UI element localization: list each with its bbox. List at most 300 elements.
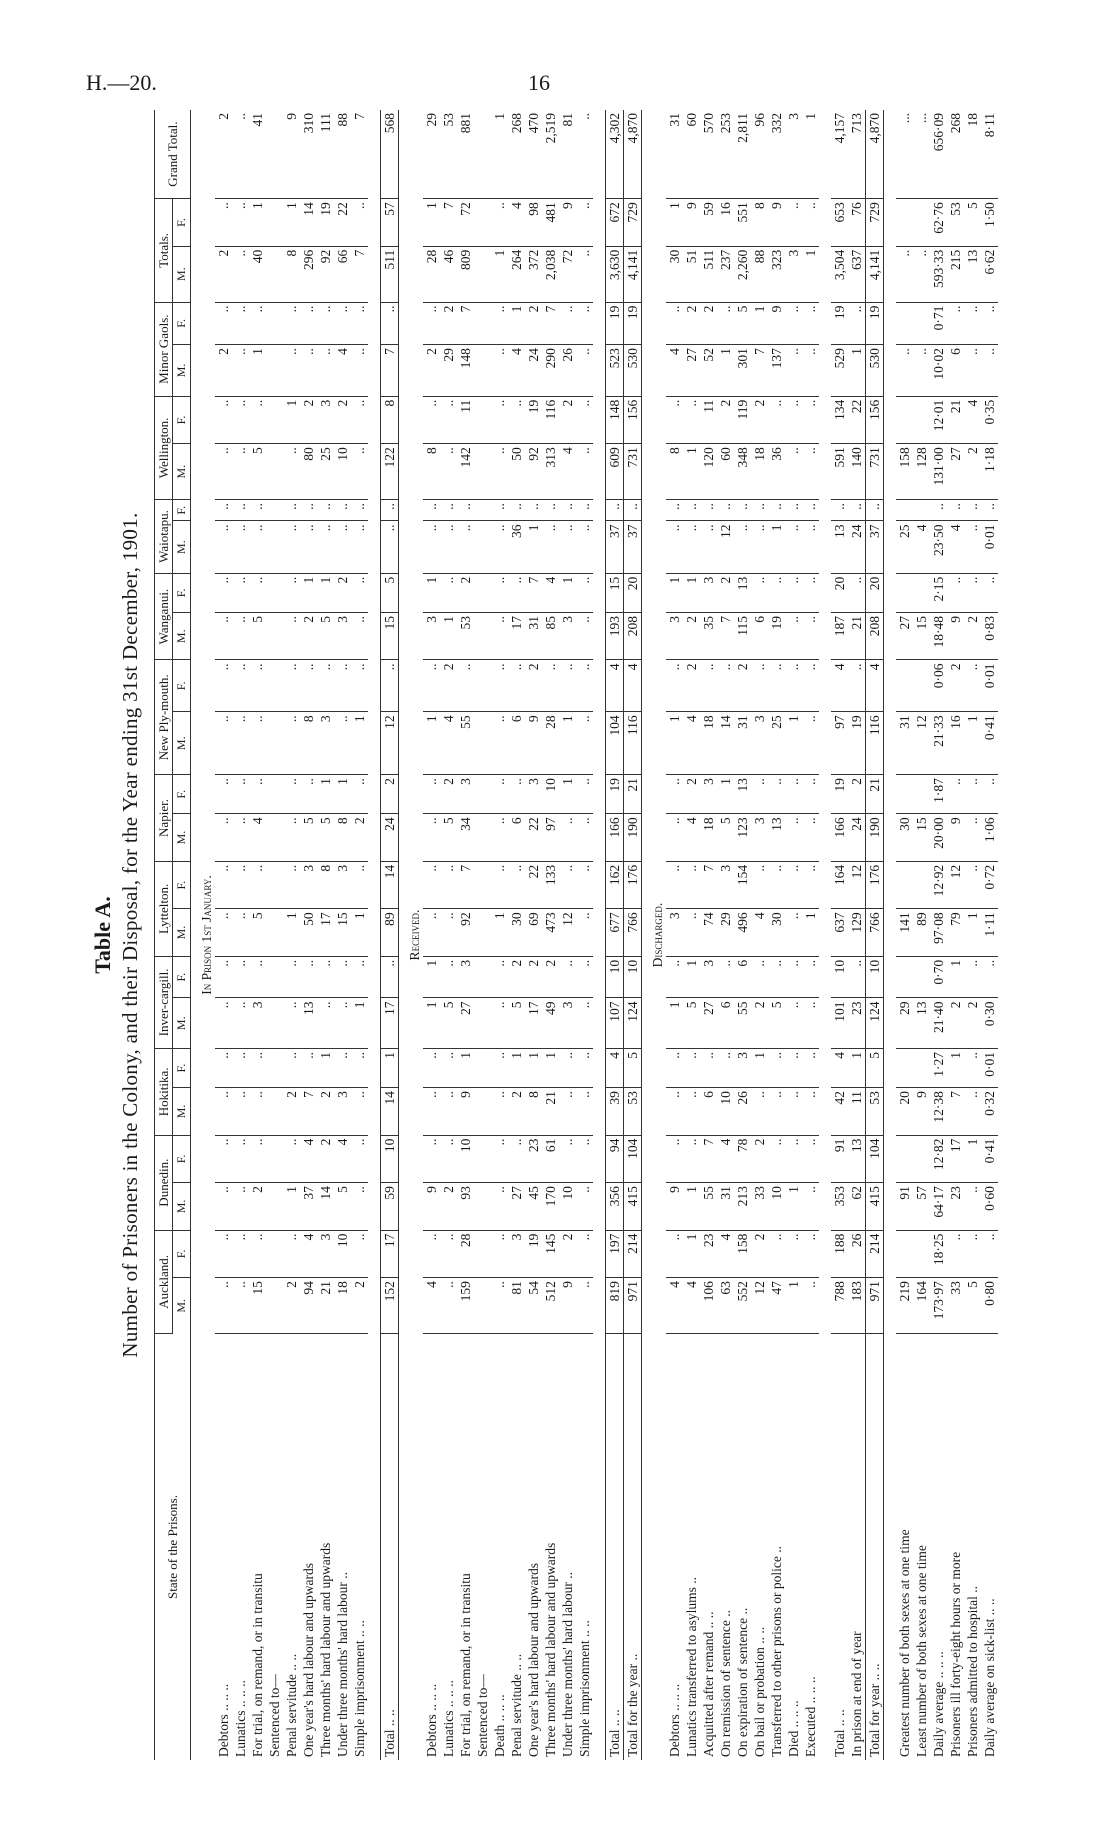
table-cell: .. — [930, 500, 947, 521]
table-cell: .. — [215, 660, 232, 712]
table-cell: 79 — [947, 909, 964, 957]
table-cell: .. — [249, 775, 266, 814]
table-cell: 27 — [508, 1183, 525, 1231]
table-cell: 9 — [666, 1183, 683, 1231]
table-cell: .. — [576, 110, 593, 199]
end-of-year-row — [848, 110, 866, 1760]
table-cell: 92 — [457, 909, 474, 957]
table-cell: 3 — [559, 612, 576, 660]
table-cell: 12·38 — [930, 1088, 947, 1136]
row-label: Under three months' hard labour .. — [560, 1571, 575, 1757]
table-cell — [266, 1230, 283, 1278]
table-cell: 4 — [666, 345, 683, 397]
table-cell: .. — [576, 775, 593, 814]
table-cell: 60 — [717, 444, 734, 500]
table-cell: 2 — [947, 998, 964, 1049]
table-cell: 2 — [508, 956, 525, 998]
table-cell: 1 — [785, 712, 802, 775]
table-cell: 4 — [508, 199, 525, 247]
table-cell: 2 — [440, 660, 457, 712]
row-label: Total for year .. .. — [866, 1334, 884, 1761]
table-cell: .. — [317, 998, 334, 1049]
table-cell: 4 — [300, 1230, 317, 1278]
table-cell: 766 — [624, 909, 642, 957]
column-header: New Ply-mouth. — [155, 660, 173, 775]
table-cell: 301 — [734, 345, 751, 397]
table-cell: 27 — [457, 998, 474, 1049]
table-cell: .. — [215, 521, 232, 573]
table-cell: 6·62 — [981, 246, 998, 302]
table-cell: .. — [576, 521, 593, 573]
section-heading: Received. — [407, 909, 422, 961]
table-cell: 176 — [624, 861, 642, 909]
table-cell: .. — [423, 909, 440, 957]
table-cell: 124 — [866, 998, 884, 1049]
table-cell: 731 — [866, 444, 884, 500]
table-cell: .. — [232, 612, 249, 660]
table-cell: .. — [283, 660, 300, 712]
table-cell: 4 — [751, 909, 768, 957]
table-cell — [474, 660, 491, 712]
table-cell: 2 — [283, 1088, 300, 1136]
table-cell: .. — [576, 573, 593, 612]
table-cell: .. — [700, 1049, 717, 1088]
table-cell — [913, 775, 930, 814]
table-cell: 39 — [606, 1088, 624, 1136]
table-cell: 28 — [423, 246, 440, 302]
table-cell: .. — [981, 500, 998, 521]
table-cell: 2,811 — [734, 110, 751, 199]
table-cell: 21 — [947, 396, 964, 444]
table-cell: .. — [215, 956, 232, 998]
table-cell: 2 — [215, 110, 232, 199]
table-cell: 4 — [542, 573, 559, 612]
row-label: Debtors .. .. .. — [216, 1683, 231, 1757]
row-label: Penal servitude .. .. — [509, 1653, 524, 1757]
table-cell: 1 — [683, 573, 700, 612]
table-cell: .. — [913, 345, 930, 397]
table-cell: .. — [576, 660, 593, 712]
table-cell: 2 — [525, 660, 542, 712]
table-cell: 59 — [381, 1183, 399, 1231]
table-cell — [913, 861, 930, 909]
spacer-cell — [819, 110, 831, 1760]
table-cell: 9 — [768, 199, 785, 247]
table-cell: .. — [964, 1088, 981, 1136]
table-cell: .. — [717, 500, 734, 521]
table-cell: 356 — [606, 1183, 624, 1231]
table-cell: .. — [947, 775, 964, 814]
table-cell: .. — [559, 500, 576, 521]
table-cell: .. — [249, 956, 266, 998]
table-cell: .. — [351, 1049, 368, 1088]
table-cell: 3 — [700, 775, 717, 814]
table-cell — [266, 1278, 283, 1334]
table-cell: 148 — [457, 345, 474, 397]
table-cell: 17 — [381, 998, 399, 1049]
table-cell: .. — [232, 110, 249, 199]
table-cell: 0·30 — [981, 998, 998, 1049]
table-cell: .. — [232, 199, 249, 247]
table-cell: .. — [508, 660, 525, 712]
table-cell: 512 — [542, 1278, 559, 1334]
table-row — [717, 110, 734, 1760]
table-cell: 1 — [768, 521, 785, 573]
table-cell: .. — [232, 1278, 249, 1334]
table-cell: .. — [351, 396, 368, 444]
table-cell: 4,302 — [606, 110, 624, 199]
table-cell: 3 — [785, 110, 802, 199]
table-cell: 2 — [317, 1088, 334, 1136]
table-cell: .. — [215, 1278, 232, 1334]
table-cell: ... — [896, 110, 913, 199]
table-cell: 97·08 — [930, 909, 947, 957]
table-cell: 3,630 — [606, 246, 624, 302]
table-cell: .. — [700, 500, 717, 521]
male-header: M. — [173, 814, 191, 862]
table-cell: .. — [508, 775, 525, 814]
table-cell: 12 — [381, 712, 399, 775]
table-cell: 1 — [423, 573, 440, 612]
row-label-header: State of the Prisons. — [155, 1334, 191, 1761]
table-cell: .. — [848, 660, 866, 712]
table-cell: .. — [717, 956, 734, 998]
table-cell: .. — [215, 573, 232, 612]
table-cell: 4,870 — [866, 110, 884, 199]
table-cell: .. — [423, 500, 440, 521]
table-cell: .. — [317, 660, 334, 712]
table-cell: .. — [751, 660, 768, 712]
table-cell: 5 — [381, 573, 399, 612]
table-cell: 5 — [624, 1049, 642, 1088]
table-cell: 3 — [785, 246, 802, 302]
table-cell: 2 — [300, 396, 317, 444]
table-cell: 9 — [559, 1278, 576, 1334]
table-cell: 13 — [848, 1135, 866, 1183]
table-cell: .. — [283, 712, 300, 775]
table-cell: 24 — [525, 345, 542, 397]
table-cell: 4 — [508, 345, 525, 397]
table-cell: 353 — [831, 1183, 848, 1231]
table-cell: 119 — [734, 396, 751, 444]
spacer-row — [819, 110, 831, 1760]
table-cell: 76 — [848, 199, 866, 247]
column-header: Wanganui. — [155, 573, 173, 660]
table-cell: 1·06 — [981, 814, 998, 862]
table-cell: 4 — [334, 1135, 351, 1183]
female-header: F. — [173, 573, 191, 612]
table-cell: .. — [802, 660, 819, 712]
table-cell — [474, 1183, 491, 1231]
table-cell — [474, 1278, 491, 1334]
table-cell — [474, 956, 491, 998]
table-cell: 66 — [334, 246, 351, 302]
table-cell: 104 — [866, 1135, 884, 1183]
table-cell: 9 — [457, 1088, 474, 1136]
table-cell: 142 — [457, 444, 474, 500]
total-for-year-row — [866, 110, 884, 1760]
table-cell — [474, 1049, 491, 1088]
table-cell: .. — [334, 660, 351, 712]
table-cell: 12 — [848, 861, 866, 909]
table-cell: 21 — [542, 1088, 559, 1136]
table-cell: 116 — [866, 712, 884, 775]
table-cell: 27 — [700, 998, 717, 1049]
table-cell: .. — [542, 660, 559, 712]
table-cell: 47 — [768, 1278, 785, 1334]
table-cell — [913, 956, 930, 998]
table-cell: 511 — [381, 246, 399, 302]
table-cell — [913, 302, 930, 345]
row-label: Total .. .. — [832, 1709, 847, 1757]
table-cell: 1 — [666, 573, 683, 612]
table-cell: 1 — [666, 998, 683, 1049]
table-cell: 214 — [624, 1230, 642, 1278]
row-label: Died .. .. .. — [786, 1700, 801, 1757]
section-heading-row — [399, 110, 424, 1760]
table-cell: .. — [751, 500, 768, 521]
table-cell: .. — [423, 1230, 440, 1278]
table-cell: 3 — [508, 1230, 525, 1278]
table-cell: 14 — [381, 861, 399, 909]
table-cell: .. — [848, 956, 866, 998]
table-cell — [266, 521, 283, 573]
table-cell: 8 — [666, 444, 683, 500]
table-cell: 3 — [751, 814, 768, 862]
table-row — [440, 110, 457, 1760]
table-cell: 36 — [508, 521, 525, 573]
table-cell: 14 — [381, 1088, 399, 1136]
table-cell: .. — [785, 500, 802, 521]
table-cell: 4 — [717, 1135, 734, 1183]
table-cell: 12·92 — [930, 861, 947, 909]
table-cell: .. — [768, 956, 785, 998]
table-cell: .. — [964, 1049, 981, 1088]
table-row — [334, 110, 351, 1760]
table-cell: 2 — [700, 302, 717, 345]
table-cell: 166 — [606, 814, 624, 862]
table-cell — [474, 246, 491, 302]
table-cell: 568 — [381, 110, 399, 199]
table-cell: .. — [576, 1088, 593, 1136]
table-cell: 8 — [317, 861, 334, 909]
table-cell: 72 — [559, 246, 576, 302]
row-label: On remission of sentence .. — [718, 1610, 733, 1757]
table-cell: 4 — [683, 712, 700, 775]
table-cell: 133 — [542, 861, 559, 909]
table-cell: 1 — [423, 956, 440, 998]
table-cell: 2 — [351, 1278, 368, 1334]
table-cell: .. — [334, 521, 351, 573]
table-cell: .. — [576, 1230, 593, 1278]
table-cell — [266, 396, 283, 444]
male-header: M. — [173, 998, 191, 1049]
table-cell: .. — [300, 775, 317, 814]
table-cell: .. — [683, 1088, 700, 1136]
table-cell: .. — [559, 660, 576, 712]
table-cell: .. — [508, 396, 525, 444]
row-label: Greatest number of both sexes at one time — [897, 1529, 912, 1757]
table-cell: 637 — [848, 246, 866, 302]
table-cell: 54 — [525, 1278, 542, 1334]
table-cell: 0·60 — [981, 1183, 998, 1231]
male-header: M. — [173, 909, 191, 957]
table-cell: 12 — [947, 861, 964, 909]
table-cell: 30 — [896, 814, 913, 862]
table-cell — [474, 861, 491, 909]
table-cell: 5 — [249, 444, 266, 500]
table-cell: .. — [232, 814, 249, 862]
table-cell: .. — [215, 1183, 232, 1231]
table-cell: .. — [283, 861, 300, 909]
row-label: For trial, on remand, or in transitu — [250, 1573, 265, 1757]
table-cell: .. — [576, 814, 593, 862]
table-cell: 9 — [913, 1088, 930, 1136]
table-row — [423, 110, 440, 1760]
table-cell: 530 — [624, 345, 642, 397]
table-cell: 9 — [423, 1183, 440, 1231]
column-header-row — [155, 110, 173, 1760]
table-cell — [266, 573, 283, 612]
table-cell: .. — [491, 345, 508, 397]
table-cell — [474, 712, 491, 775]
table-cell: .. — [491, 199, 508, 247]
table-cell: 22 — [848, 396, 866, 444]
column-header: Minor Gaols. — [155, 302, 173, 396]
table-cell: 5 — [866, 1049, 884, 1088]
table-cell: 4 — [913, 521, 930, 573]
table-cell: .. — [215, 500, 232, 521]
table-cell: .. — [381, 956, 399, 998]
table-cell: 166 — [831, 814, 848, 862]
table-cell: 310 — [300, 110, 317, 199]
table-cell: .. — [802, 573, 819, 612]
table-cell: .. — [700, 660, 717, 712]
table-cell: 33 — [751, 1183, 768, 1231]
table-cell — [913, 573, 930, 612]
table-cell: 5 — [440, 814, 457, 862]
table-cell: 3 — [334, 612, 351, 660]
table-cell: 788 — [831, 1278, 848, 1334]
table-cell: 4 — [440, 712, 457, 775]
table-cell: 766 — [866, 909, 884, 957]
table-cell: .. — [232, 861, 249, 909]
table-cell: 4 — [300, 1135, 317, 1183]
male-header: M. — [173, 1183, 191, 1231]
table-cell: 10 — [334, 444, 351, 500]
table-cell: .. — [576, 612, 593, 660]
table-cell: .. — [423, 302, 440, 345]
table-cell: 6 — [734, 956, 751, 998]
table-cell: 137 — [768, 345, 785, 397]
table-cell: 3 — [317, 712, 334, 775]
table-cell: 1 — [542, 1049, 559, 1088]
table-cell: .. — [249, 712, 266, 775]
table-cell: 190 — [866, 814, 884, 862]
table-cell: 2 — [751, 998, 768, 1049]
table-cell: 94 — [300, 1278, 317, 1334]
table-cell: 16 — [947, 712, 964, 775]
table-cell: .. — [317, 521, 334, 573]
table-row — [751, 110, 768, 1760]
column-header: Waiotapu. — [155, 500, 173, 574]
table-cell: .. — [283, 345, 300, 397]
table-cell: .. — [232, 775, 249, 814]
table-cell: 0·70 — [930, 956, 947, 998]
table-cell — [896, 1230, 913, 1278]
table-cell: .. — [283, 1049, 300, 1088]
table-cell: .. — [802, 612, 819, 660]
table-cell: 1 — [423, 712, 440, 775]
table-cell: 52 — [700, 345, 717, 397]
table-cell: 158 — [896, 444, 913, 500]
table-cell: 1 — [283, 909, 300, 957]
table-cell: 5 — [717, 814, 734, 862]
spacer-cell — [368, 110, 381, 1760]
table-cell: 1 — [785, 1183, 802, 1231]
table-cell: 88 — [334, 110, 351, 199]
table-cell: 128 — [913, 444, 930, 500]
table-cell: .. — [683, 521, 700, 573]
table-cell: 13 — [734, 573, 751, 612]
table-cell: 50 — [300, 909, 317, 957]
table-cell: .. — [576, 444, 593, 500]
row-label: Penal servitude .. .. — [284, 1653, 299, 1757]
table-cell: 4 — [683, 1278, 700, 1334]
table-cell: 26 — [848, 1230, 866, 1278]
table-cell: .. — [666, 1088, 683, 1136]
table-cell: .. — [751, 775, 768, 814]
table-cell: .. — [491, 302, 508, 345]
table-cell: 61 — [542, 1135, 559, 1183]
table-cell: 27 — [896, 612, 913, 660]
row-label: On expiration of sentence .. — [735, 1607, 750, 1757]
table-cell — [896, 861, 913, 909]
table-cell: 19 — [317, 199, 334, 247]
table-cell: 12 — [559, 909, 576, 957]
table-cell: 7 — [542, 302, 559, 345]
table-cell: .. — [249, 1135, 266, 1183]
table-cell: 313 — [542, 444, 559, 500]
table-cell: .. — [351, 775, 368, 814]
table-cell: .. — [559, 302, 576, 345]
table-cell: .. — [232, 1088, 249, 1136]
table-cell: 1 — [751, 1049, 768, 1088]
table-cell: 348 — [734, 444, 751, 500]
table-cell: 19 — [606, 302, 624, 345]
table-cell: .. — [981, 956, 998, 998]
table-cell: 53 — [624, 1088, 642, 1136]
table-cell: .. — [232, 521, 249, 573]
row-label: Sentenced to— — [267, 1674, 282, 1757]
table-cell: 8 — [300, 712, 317, 775]
table-cell: 9 — [559, 199, 576, 247]
table-cell: .. — [964, 1230, 981, 1278]
table-cell: 2 — [525, 302, 542, 345]
table-cell: 1 — [666, 199, 683, 247]
table-cell: .. — [491, 660, 508, 712]
table-cell: .. — [734, 500, 751, 521]
table-cell — [266, 1049, 283, 1088]
table-cell: 552 — [734, 1278, 751, 1334]
table-cell: .. — [440, 521, 457, 573]
table-cell: 7 — [351, 110, 368, 199]
table-cell: 3 — [525, 775, 542, 814]
row-label: Prisoners ill forty-eight hours or more — [948, 1551, 963, 1757]
row-label: Executed .. .. .. — [803, 1676, 818, 1757]
table-cell — [266, 246, 283, 302]
table-cell: 4 — [423, 1278, 440, 1334]
